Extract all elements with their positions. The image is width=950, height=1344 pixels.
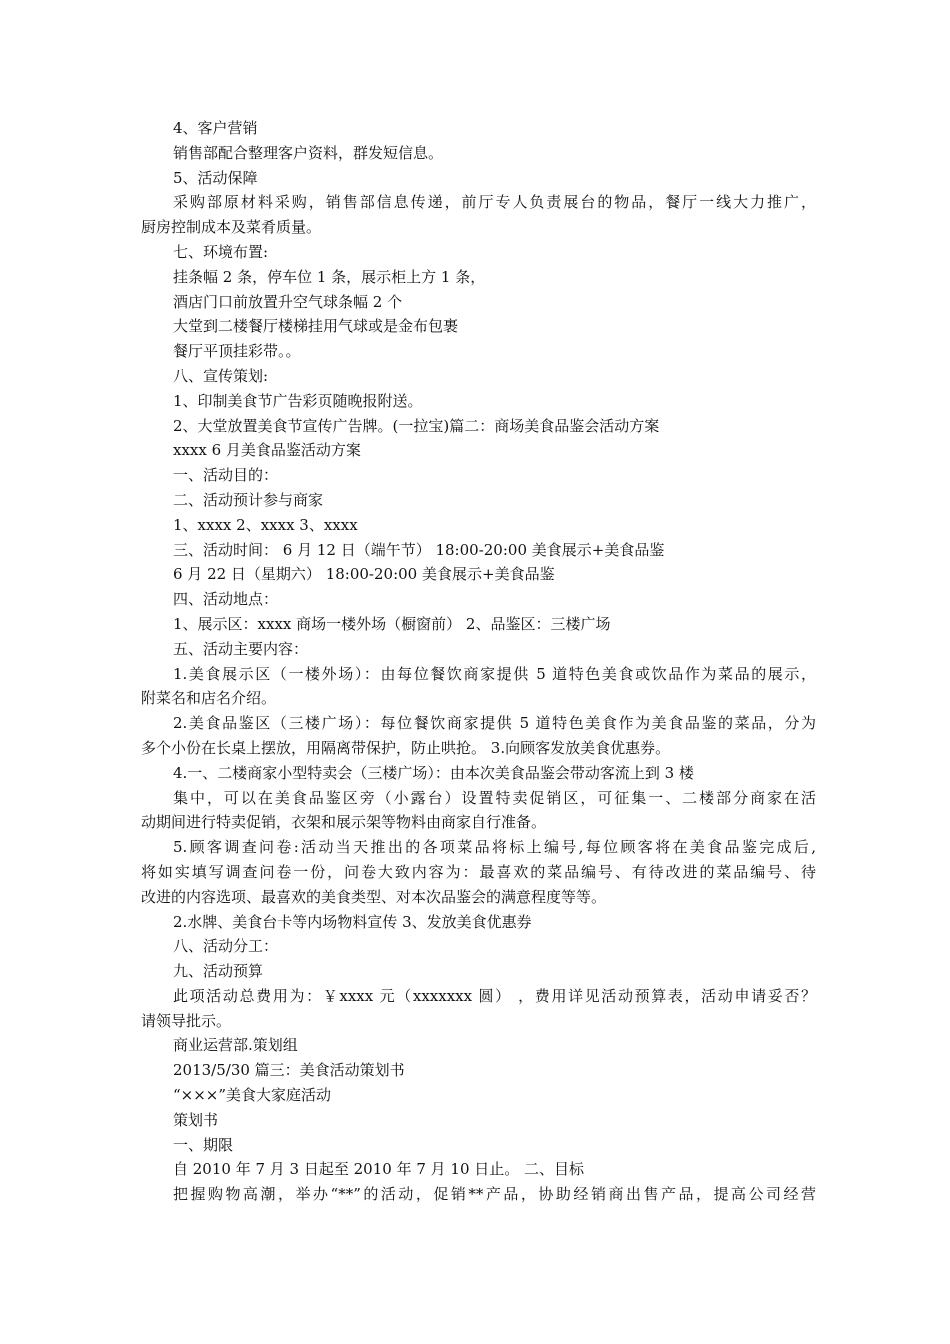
text-line: 2.水牌、美食台卡等内场物料宣传 3、发放美食优惠券 bbox=[173, 912, 532, 931]
text-line: 6 月 22 日（星期六） 18:00-20:00 美食展示+美食品鉴 bbox=[173, 565, 555, 584]
text-line: 自 2010 年 7 月 3 日起至 2010 年 7 月 10 日止。 二、目标 bbox=[173, 1160, 585, 1179]
text-line: 四、活动地点： bbox=[173, 590, 279, 609]
text-line: 八、宣传策划: bbox=[173, 366, 269, 385]
text-line: 1、xxxx 2、xxxx 3、xxxx bbox=[173, 515, 358, 534]
text-line: 2.美食品鉴区（三楼广场）：每位餐饮商家提供 5 道特色美食作为美食品鉴的菜品，分为 bbox=[173, 714, 816, 733]
text-line: 4、客户营销 bbox=[173, 119, 258, 137]
text-line: 厨房控制成本及菜肴质量。 bbox=[141, 218, 322, 237]
text-line: 请领导批示。 bbox=[141, 1011, 232, 1030]
text-line: 1、展示区：xxxx 商场一楼外场（橱窗前） 2、品鉴区：三楼广场 bbox=[173, 614, 611, 633]
text-line: 七、环境布置: bbox=[173, 242, 269, 261]
text-line: 大堂到二楼餐厅楼梯挂用气球或是金布包裹 bbox=[173, 317, 459, 336]
document-body bbox=[141, 116, 816, 1207]
text-line: “×××”美食大家庭活动 bbox=[173, 1086, 332, 1105]
text-line: 多个小份在长桌上摆放，用隔离带保护，防止哄抢。 3.向顾客发放美食优惠券。 bbox=[141, 738, 671, 757]
text-line: 2013/5/30 篇三：美食活动策划书 bbox=[173, 1061, 405, 1080]
text-line: 5.顾客调查问卷:活动当天推出的各项菜品将标上编号,每位顾客将在美食品鉴完成后, bbox=[173, 838, 816, 857]
text-line: 此项活动总费用为：￥xxxx 元（xxxxxxx 圆） ，费用详见活动预算表，活动申请妥否？ bbox=[173, 986, 816, 1005]
text-line: 将如实填写调查问卷一份，问卷大致内容为：最喜欢的菜品编号、有待改进的菜品编号、待 bbox=[141, 862, 816, 881]
text-line: 集中，可以在美食品鉴区旁（小露台）设置特卖促销区，可征集一、二楼部分商家在活 bbox=[173, 788, 816, 807]
text-line: 酒店门口前放置升空气球条幅 2 个 bbox=[173, 292, 403, 311]
text-line: 附菜名和店名介绍。 bbox=[141, 689, 277, 708]
text-line: 一、期限 bbox=[173, 1135, 234, 1154]
text-line: xxxx 6 月美食品鉴活动方案 bbox=[173, 441, 361, 460]
text-line: 4.一、二楼商家小型特卖会（三楼广场）：由本次美食品鉴会带动客流上到 3 楼 bbox=[173, 763, 694, 782]
text-line: 二、活动预计参与商家 bbox=[173, 490, 324, 509]
text-line: 五、活动主要内容： bbox=[173, 639, 309, 658]
text-line: 餐厅平顶挂彩带。。 bbox=[173, 342, 301, 361]
text-line: 1、印制美食节广告彩页随晚报附送。 bbox=[173, 391, 423, 410]
text-line: 九、活动预算 bbox=[173, 962, 264, 981]
text-line: 改进的内容选项、最喜欢的美食类型、对本次品鉴会的满意程度等等。 bbox=[141, 887, 607, 906]
text-line: 销售部配合整理客户资料，群发短信息。 bbox=[173, 143, 444, 162]
text-line: 采购部原材料采购，销售部信息传递，前厅专人负责展台的物品，餐厅一线大力推广， bbox=[173, 193, 816, 212]
text-line: 5、活动保障 bbox=[173, 168, 258, 187]
text-line: 把握购物高潮，举办“**”的活动，促销**产品，协助经销商出售产品，提高公司经营 bbox=[173, 1185, 816, 1204]
text-line: 2、大堂放置美食节宣传广告牌。(一拉宝)篇二：商场美食品鉴会活动方案 bbox=[173, 416, 660, 435]
text-line: 动期间进行特卖促销，衣架和展示架等物料由商家自行准备。 bbox=[141, 813, 547, 832]
text-line: 八、活动分工： bbox=[173, 937, 279, 956]
text-line: 商业运营部.策划组 bbox=[173, 1036, 298, 1055]
text-line: 挂条幅 2 条，停车位 1 条，展示柜上方 1 条， bbox=[173, 267, 486, 286]
text-line: 策划书 bbox=[173, 1110, 219, 1129]
text-line: 一、活动目的： bbox=[173, 466, 279, 485]
text-line: 三、活动时间： 6 月 12 日（端午节） 18:00-20:00 美食展示+美食品鉴 bbox=[173, 540, 665, 559]
text-line: 1.美食展示区（一楼外场）：由每位餐饮商家提供 5 道特色美食或饮品作为菜品的展示， bbox=[173, 664, 816, 683]
